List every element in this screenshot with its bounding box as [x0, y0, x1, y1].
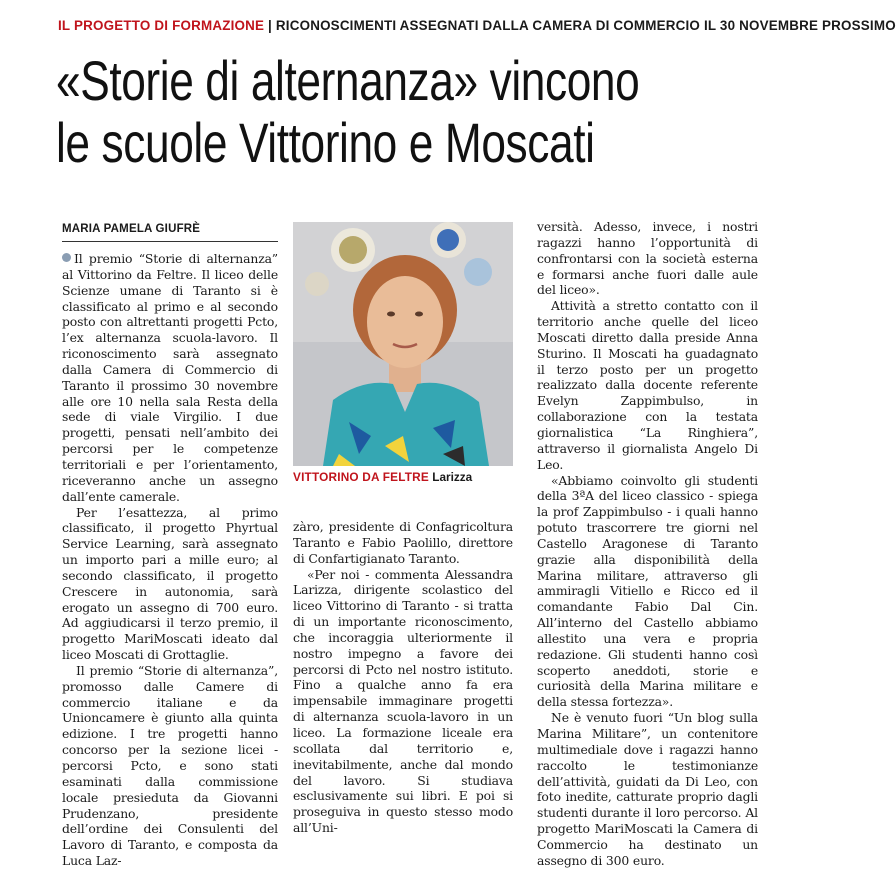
- byline-rule: [62, 241, 278, 242]
- headline-line-2: le scuole Vittorino e Moscati: [56, 111, 595, 174]
- photo-caption: [293, 470, 513, 484]
- paragraph: Il premio “Storie di alternanza”, promosso dalle Camere di commercio italiane e da Unioncamere è giunto alla quinta edizione. I tre progetti hanno concorso per la sezione licei - percorsi Pcto, e sono stati esaminati dalla commissione locale presieduta da Giovanni Prudenzano, presidente dell’ordine dei Consulenti del Lavoro di Taranto, e composta da Luca Laz-: [62, 662, 278, 869]
- paragraph: Ne è venuto fuori “Un blog sulla Marina Militare”, un contenitore multimediale dove i ragazzi hanno raccolto le testimonianze dell’attività, guidati da Di Leo, con foto inedite, catturate proprio dagli studenti durante il loro percorso. Al progetto MariMoscati la Camera di Commercio ha destinato un assegno di 300 euro.: [537, 710, 758, 868]
- kicker-section: IL PROGETTO DI FORMAZIONE: [58, 18, 265, 33]
- caption-label: VITTORINO DA FELTRE: [293, 470, 429, 484]
- kicker-separator: |: [268, 18, 272, 33]
- headline-line-1: «Storie di alternanza» vincono: [56, 49, 640, 112]
- caption-credit: Larizza: [432, 470, 473, 484]
- byline: MARIA PAMELA GIUFRÈ: [62, 223, 201, 235]
- article-column-2: [293, 519, 513, 836]
- paragraph: zàro, presidente di Confagricoltura Taranto e Fabio Paolillo, direttore di Confartigianato Taranto.: [293, 519, 513, 566]
- paragraph: Attività a stretto contatto con il territorio anche quelle del liceo Moscati diretto dalla preside Anna Sturino. Il Moscati ha guadagnato il terzo posto per un progetto realizzato dalla docente referente Evelyn Zappimbulso, in collaborazione con la testata giornalistica “La Ringhiera”, attraverso il giornalista Angelo Di Leo.: [537, 298, 758, 472]
- kicker: [58, 18, 896, 33]
- paragraph: «Abbiamo coinvolto gli studenti della 3ªA del liceo classico - spiega la prof Zappimbulso - i quali hanno potuto trascorrere tre giorni nel Castello Aragonese di Taranto grazie alla disponibilità della Marina militare, attraverso gli ammiragli Vitiello e Ricco ed il comandante Fabio Dal Cin. All’interno del Castello abbiamo allestito una vera e propria redazione. Gli studenti hanno così scoperto aneddoti, storie e curiosità della Marina militare e della stessa fortezza».: [537, 472, 758, 710]
- headline: [56, 50, 641, 174]
- paragraph: versità. Adesso, invece, i nostri ragazzi hanno l’opportunità di confrontarsi con la società esterna e formarsi anche fuori dalle aule del liceo».: [537, 219, 758, 298]
- article-column-1: [62, 251, 278, 869]
- article-photo: [293, 222, 513, 466]
- kicker-subtitle: RICONOSCIMENTI ASSEGNATI DALLA CAMERA DI COMMERCIO IL 30 NOVEMBRE PROSSIMO: [275, 18, 896, 33]
- paragraph: «Per noi - commenta Alessandra Larizza, dirigente scolastico del liceo Vittorino di Taranto - si tratta di un importante riconoscimento, che incoraggia ulteriormente il nostro impegno a favore dei percorsi di Pcto nel nostro istituto. Fino a qualche anno fa era impensabile immaginare progetti di alternanza scuola-lavoro in un liceo. La formazione liceale era scollata dal territorio e, inevitabilmente, anche dal mondo del lavoro. Si studiava esclusivamente sui libri. E poi si proseguiva in questo stesso modo all’Uni-: [293, 566, 513, 836]
- paragraph-text: Il premio “Storie di alternanza” al Vittorino da Feltre. Il liceo delle Scienze umane di Taranto si è classificato al primo e al secondo posto con altrettanti progetti Pcto, l’ex alternanza scuola-lavoro. Il riconoscimento sarà assegnato dalla Camera di Commercio di Taranto il prossimo 30 novembre alle ore 10 nella sala Resta della sede di viale Virgilio. I due progetti, pensati nell’ambito dei percorsi per le competenze territoriali e per l’orientamento, riceveranno anche un assegno dall’ente camerale.: [62, 251, 278, 504]
- article-column-3: [537, 219, 758, 869]
- paragraph: Per l’esattezza, al primo classificato, il progetto Phyrtual Service Learning, sarà assegnato un importo pari a mille euro; al secondo classificato, il progetto Crescere in autonomia, sarà erogato un assegno di 700 euro. Ad aggiudicarsi il terzo premio, il progetto MariMoscati ideato dal liceo Moscati di Grottaglie.: [62, 504, 278, 663]
- bullet-icon: [62, 253, 71, 262]
- paragraph: [62, 251, 278, 505]
